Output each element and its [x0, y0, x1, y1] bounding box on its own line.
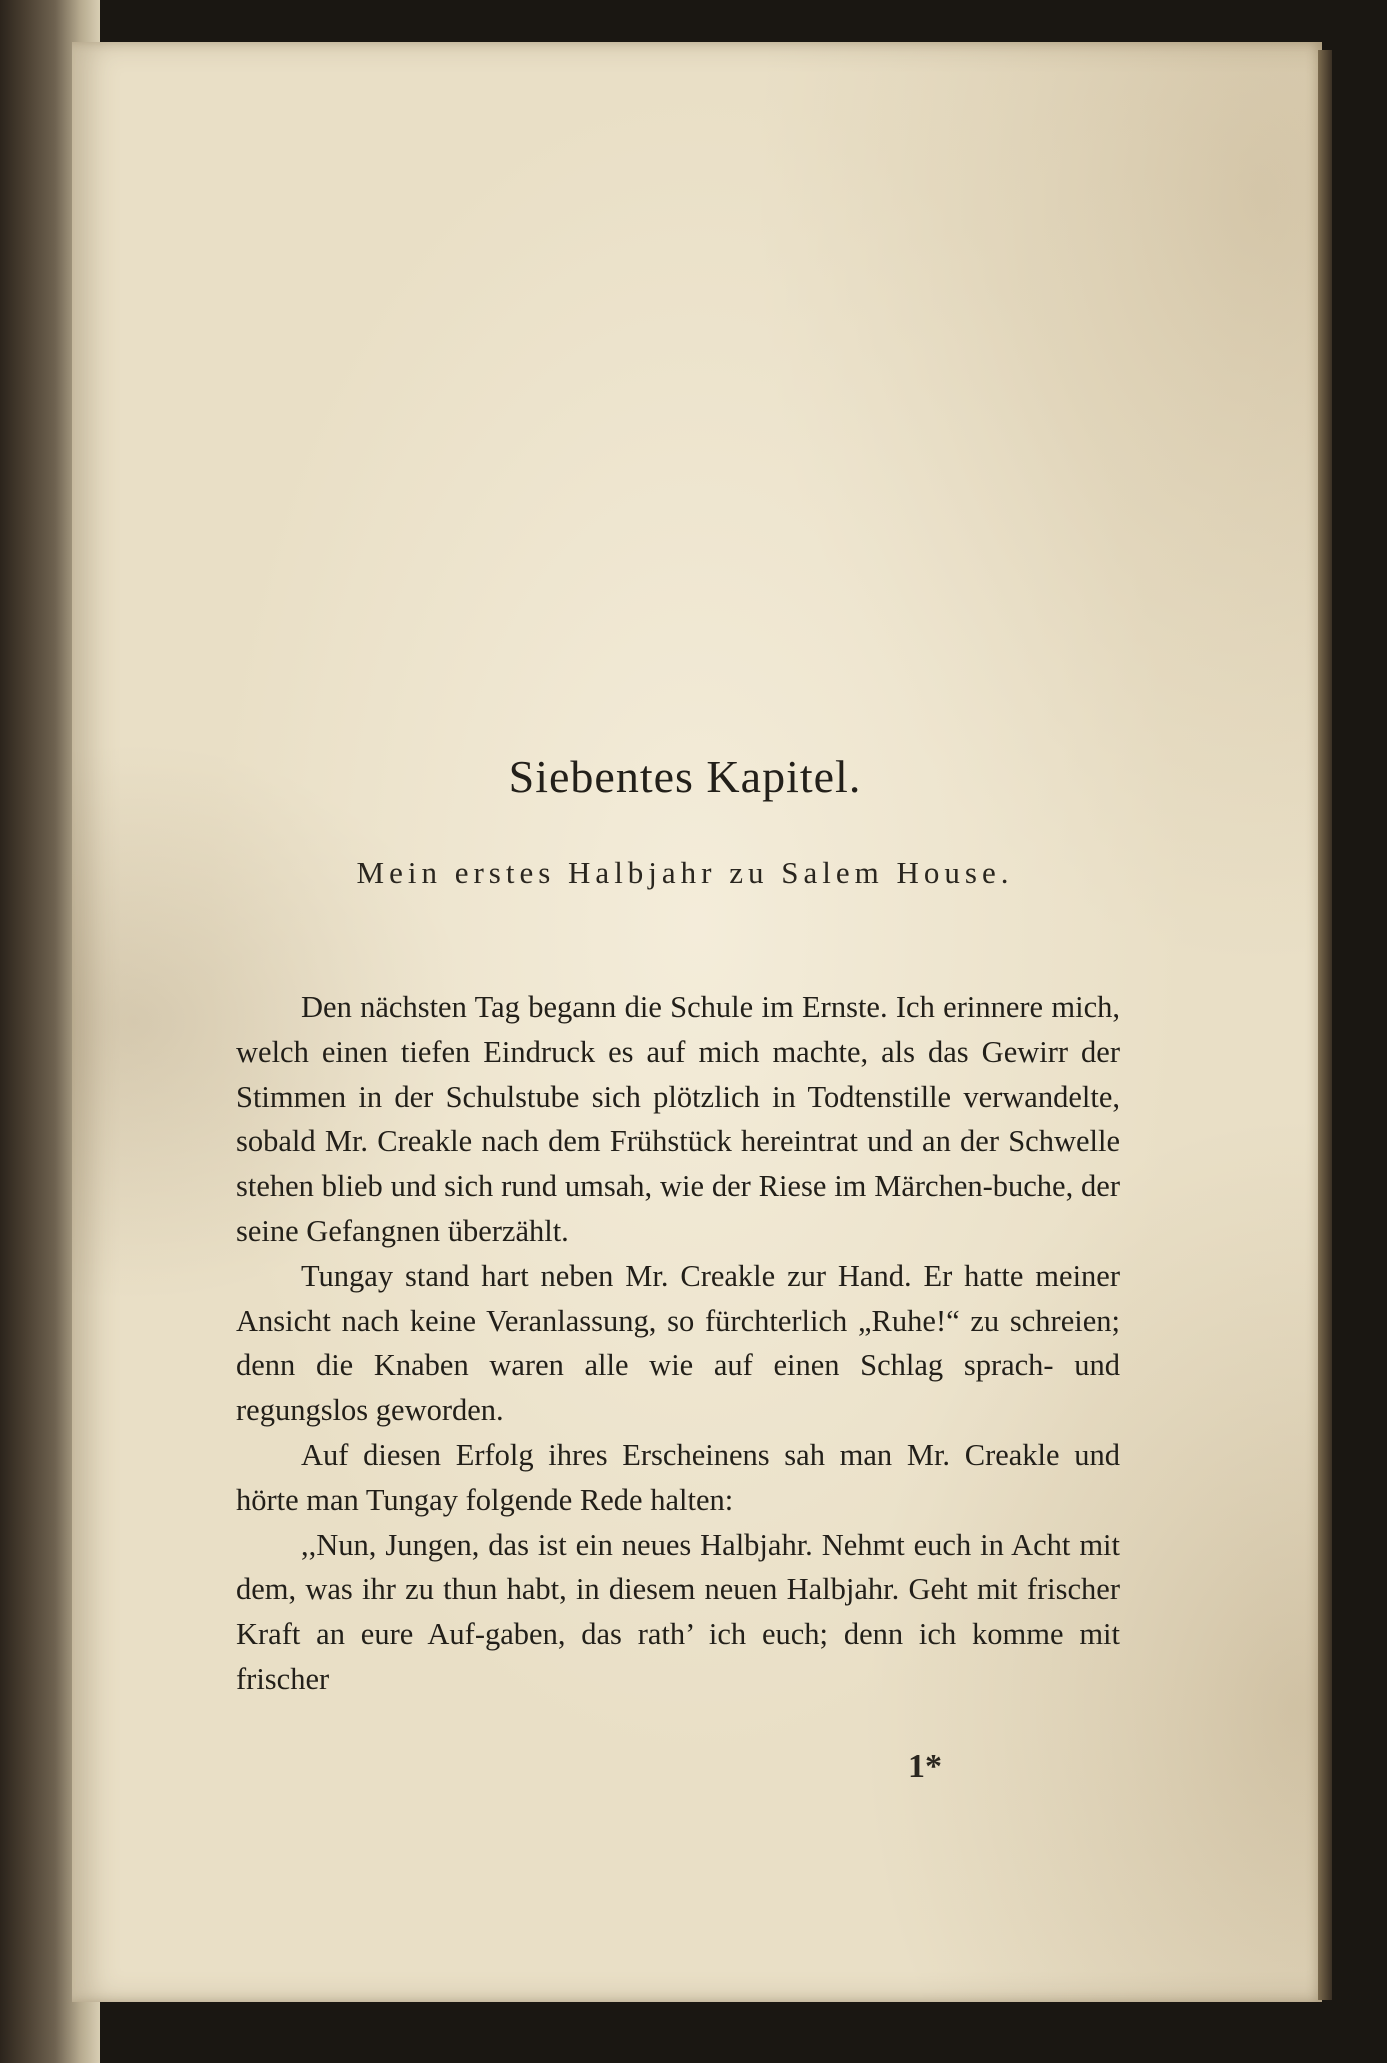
- page-edge: [1318, 50, 1332, 2000]
- signature-mark: 1*: [908, 1748, 942, 1785]
- body-text: [236, 985, 1120, 1702]
- paragraph: Tungay stand hart neben Mr. Creakle zur Hand. Er hatte meiner Ansicht nach keine Veranlassung, so fürchterlich „Ruhe!“ zu schreien; denn die Knaben waren alle wie auf einen Schlag sprach- und regungslos geworden.: [236, 1258, 1120, 1428]
- paragraph: Auf diesen Erfolg ihres Erscheinens sah man Mr. Creakle und hörte man Tungay folgende Rede halten:: [236, 1437, 1120, 1517]
- chapter-title: Siebentes Kapitel.: [508, 751, 862, 802]
- paragraph: Den nächsten Tag begann die Schule im Ernste. Ich erinnere mich, welch einen tiefen Eindruck es auf mich machte, als das Gewirr der Stimmen in der Schulstube sich plötzlich in Todtenstille verwandelte, sobald Mr. Creakle nach dem Frühstück hereintrat und an der Schwelle stehen blieb und sich rund umsah, wie der Riese im Märchen-buche, der seine Gefangnen überzählt.: [236, 990, 1120, 1248]
- paragraph: ,,Nun, Jungen, das ist ein neues Halbjahr. Nehmt euch in Acht mit dem, was ihr zu thun habt, in diesem neuen Halbjahr. Geht mit frischer Kraft an eure Auf-gaben, das rath’ ich euch; denn ich komme mit frischer: [236, 1527, 1120, 1696]
- chapter-subtitle: Mein erstes Halbjahr zu Salem House.: [356, 855, 1014, 890]
